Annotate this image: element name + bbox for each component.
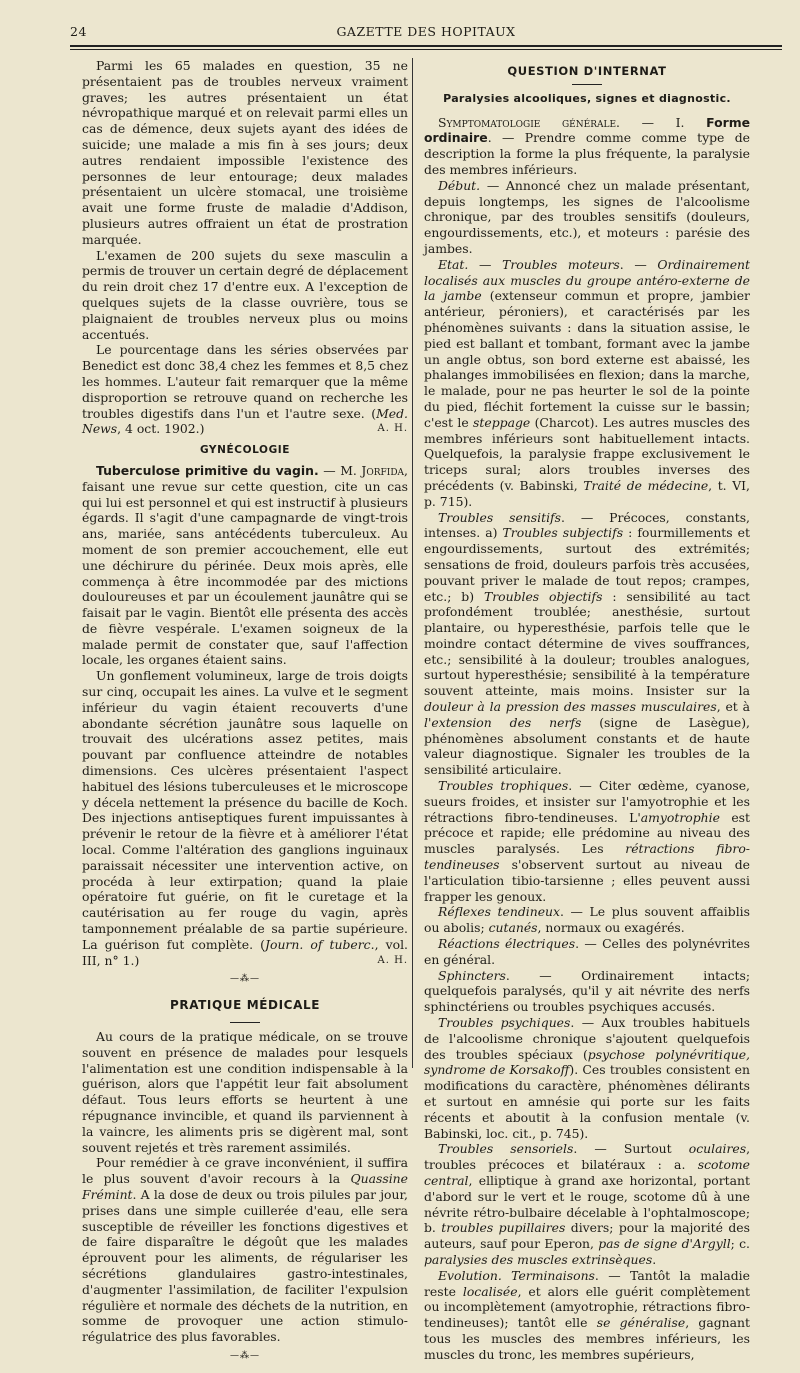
text-run: . — Le plus souvent affaiblis ou abolis; bbox=[424, 904, 750, 936]
subsection-title: Forme ordinaire bbox=[424, 114, 751, 146]
section-label: Troubles trophiques bbox=[438, 778, 569, 794]
section-label: Evolution. Terminaisons bbox=[438, 1267, 595, 1283]
paragraph bbox=[424, 1015, 750, 1141]
text-run: , normaux ou exagérés. bbox=[537, 920, 685, 936]
text-run: est précoce et rapide; elle prédomine au niveau des muscles paralysés. Les bbox=[424, 809, 750, 857]
section-label: Réactions électriques bbox=[438, 936, 576, 952]
section-label: Symptomatologie générale. bbox=[438, 114, 620, 130]
text-run: Pour remédier à ce grave inconvénient, il suffira le plus souvent d'avoir recours à la bbox=[82, 1155, 408, 1187]
paragraph bbox=[82, 1155, 408, 1345]
section-label: Début. bbox=[438, 177, 481, 193]
text-run: ). Ces troubles consistent en modifications du caractère, phénomènes délirants et surtout en amnésie qui porte sur les faits récents et aboutit à la confusion mentale (v. Babinski, loc. cit., p. 745). bbox=[424, 1062, 750, 1141]
paragraph: Parmi les 65 malades en question, 35 ne présentaient pas de troubles nerveux vraiment graves; les autres présentaient un état névropathique marqué et on relevait parmi elles un cas de démence, deux sujets ayant des idées de suicide; une malade a mis fin à ses jours; deux autres rendaient impossible l'existence des personnes de leur entourage; deux malades présentaient un ulcère stomacal, une troisième avait une forme fruste de maladie d'Addison, plusieurs autres offraient un état de prostration marquée. bbox=[82, 58, 408, 247]
italic-run: rétractions fibro-tendineuses bbox=[424, 841, 750, 873]
italic-run: l'extension des nerfs bbox=[424, 714, 582, 730]
citation: Med. News bbox=[82, 405, 408, 437]
text-run: . — Tantôt la maladie reste bbox=[424, 1267, 750, 1299]
author-initials: A. H. bbox=[377, 954, 408, 966]
paragraph bbox=[424, 936, 750, 968]
paragraph bbox=[424, 257, 750, 510]
text-run: , vol. III, n° 1.) bbox=[82, 936, 408, 968]
column-divider bbox=[412, 58, 413, 1068]
italic-run: psychose polynévritique, syndrome de Korsakoff bbox=[424, 1046, 750, 1078]
text-run: . — Surtout bbox=[573, 1141, 689, 1157]
italic-run: pas de signe d'Argyll bbox=[598, 1236, 731, 1252]
author-name: Jorfida bbox=[361, 462, 405, 478]
text-run: . — Celles des polynévrites en général. bbox=[424, 936, 750, 967]
section-title-gynecologie: GYNÉCOLOGIE bbox=[199, 444, 291, 457]
text-run: . — Prendre comme comme type de description la forme la plus fréquente, la paralysie des membres inférieurs. bbox=[424, 130, 750, 177]
header-rule-thick bbox=[70, 45, 782, 47]
text-run: . A la dose de deux ou trois pilules par jour, prises dans une simple cuillerée d'eau, elle sera susceptible de réveiller les fonctions digestives et de faire disparaître le dégoût que les malades éprouvent pour les aliments, de régulariser les sécrétions glandulaires gastro-intestinales, d'augmenter l'assimilation, de faciliter l'expulsion régulière et normale des déchets de la nutrition, en somme de provoquer une action stimulo-régulatrice des plus favorables. bbox=[82, 1186, 408, 1345]
italic-run: cutanés bbox=[488, 920, 538, 936]
title-rule bbox=[572, 84, 602, 85]
paragraph bbox=[424, 510, 750, 779]
article-title: Tuberculose primitive du vagin. bbox=[96, 462, 319, 478]
section-divider: —⁂— bbox=[230, 1350, 260, 1361]
text-run: : fourmillements et engourdissements, surtout des extrémités; sensations de froid, douleurs parfois très accusées, pouvant priver le malade de tout repos; crampes, etc.; b) bbox=[424, 525, 750, 604]
text-run: Le pourcentage dans les séries observées par Benedict est donc 38,4 chez les femmes et 8,5 chez les hommes. L'auteur fait remarquer que la même disproportion se retrouve quand on recherche les troubles digestifs dans l'un et l'autre sexe. ( bbox=[82, 342, 408, 421]
text-run: (Charcot). Les autres muscles des membres inférieurs sont habituellement intacts. Quelquefois, la paralysie frappe exclusivement le triceps sural; alors troubles inverses des précédents (v. Babinski, bbox=[424, 414, 750, 493]
italic-run: scotome central bbox=[424, 1157, 750, 1188]
paragraph: Au cours de la pratique médicale, on se trouve souvent en présence de malades pour lesquels l'alimentation est une condition indispensable à la guérison, alors que l'appétit leur fait absolument défaut. Tous leurs efforts se heurtent à une répugnance invincible, et quand ils parviennent à la vaincre, les aliments pris se digèrent mal, sont souvent rejetés et très rarement assimilés. bbox=[82, 1029, 408, 1155]
text-run: (extenseur commun et propre, jambier antérieur, péroniers), et caractérisés par les phénomènes suivants : dans la situation assise, le pied est ballant et tombant, formant avec la jambe un angle obtus, son bord externe est abaissé, les phalanges immobilisées en flexion; dans la marche, le malade, pour ne pas heurter le sol de la pointe du pied, fléchit fortement la cuisse sur le bassin; c'est le bbox=[424, 288, 750, 430]
left-column bbox=[82, 58, 408, 1373]
citation: Journ. of tuberc. bbox=[265, 936, 375, 952]
paragraph bbox=[82, 463, 408, 668]
text-run: . — bbox=[619, 256, 658, 272]
italic-run: se généralise bbox=[596, 1315, 686, 1331]
product-name: Quassine Frémint bbox=[82, 1171, 408, 1202]
italic-run: Troubles objectifs bbox=[483, 588, 603, 604]
author-initials: A. H. bbox=[377, 423, 408, 435]
section-label: Sphincters bbox=[438, 967, 506, 983]
italic-run: Troubles subjectifs bbox=[502, 525, 624, 541]
running-title: GAZETTE DES HOPITAUX bbox=[336, 24, 516, 39]
section-title-question-internat: QUESTION D'INTERNAT bbox=[507, 64, 667, 78]
text-run: — bbox=[468, 256, 503, 272]
section-label: Réflexes tendineux bbox=[438, 904, 561, 920]
text-run: , elliptique à grand axe horizontal, portant d'abord sur le vert et le rouge, scotome dû à une névrite rétro-bulbaire décelable à l'ophtalmoscope; b. bbox=[424, 1172, 750, 1236]
italic-run: steppage bbox=[473, 414, 531, 430]
text-run: divers; pour la majorité des auteurs, sauf pour Eperon, bbox=[424, 1220, 751, 1252]
title-rule bbox=[230, 1022, 260, 1023]
page-number: 24 bbox=[70, 24, 87, 39]
italic-run: localisée bbox=[462, 1283, 518, 1299]
text-run: . — Aux troubles habituels de l'alcoolisme chronique s'ajoutent quelquefois des troubles spéciaux ( bbox=[424, 1015, 750, 1062]
paragraph: L'examen de 200 sujets du sexe masculin a permis de trouver un certain degré de déplacement du rein droit chez 17 d'entre eux. A l'exception de quelques sujets de la classe ouvrière, tous se plaignaient de troubles nerveux plus ou moins accentués. bbox=[82, 247, 408, 342]
paragraph bbox=[424, 178, 750, 257]
section-label: Etat. bbox=[438, 256, 469, 272]
text-run: ; c. bbox=[730, 1236, 750, 1252]
text-run: Un gonflement volumineux, large de trois doigts sur cinq, occupait les aines. La vulve et le segment inférieur du vagin étaient recouverts d'une abondante sécrétion jaunâtre sous laquelle on trouvait des ulcérations assez petites, mais pouvant par confluence atteindre de notables dimensions. Ces ulcères présentaient l'aspect habituel des lésions tuberculeuses et le microscope y décela nettement la présence du bacille de Koch. Des injections antiseptiques furent impuissantes à prévenir le retour de la fièvre et à améliorer l'état local. Comme l'altération des ganglions inguinaux paraissait nécessiter une intervention active, on procéda à leur extirpation; quand la plaie opératoire fut guérie, on fit le curetage et la cautérisation au fer rouge du vagin, après tamponnement préalable de sa partie supérieure. La guérison fut complète. ( bbox=[82, 668, 408, 952]
paragraph bbox=[82, 668, 408, 968]
text-run: (signe de Lasègue), phénomènes absolument constants et de haute valeur diagnostique. Signaler les troubles de la sensibilité articulaire. bbox=[424, 714, 750, 778]
text-run: , et alors elle guérit complètement ou incomplètement (amyotrophie, rétractions fibro-tendineuses); tantôt elle bbox=[424, 1283, 750, 1331]
section-label: Troubles psychiques bbox=[438, 1015, 571, 1031]
text-run: . — Citer œdème, cyanose, sueurs froides, et insister sur l'amyotrophie et les rétractions fibro-tendineuses. L' bbox=[424, 778, 750, 825]
text-run: . — Précoces, constants, intenses. a) bbox=[424, 509, 750, 541]
text-run: — Annoncé chez un malade présentant, depuis longtemps, les signes de l'alcoolisme chronique, par des troubles sensitifs (douleurs, engourdissements, etc.), et moteurs : parésie des jambes. bbox=[424, 177, 750, 256]
italic-run: paralysies des muscles extrinsèques bbox=[424, 1251, 653, 1267]
paragraph bbox=[424, 115, 750, 178]
right-column bbox=[424, 58, 750, 1363]
text-run: , et à bbox=[716, 699, 750, 715]
text-run: . — Ordinairement intacts; quelquefois paralysés, qu'il y ait névrite des nerfs sphinctériens ou troubles psychiques accusés. bbox=[424, 967, 750, 1015]
text-run: — I. bbox=[619, 114, 707, 130]
paragraph bbox=[82, 342, 408, 437]
text-run: — M. bbox=[318, 462, 362, 478]
italic-run: douleur à la pression des masses musculaires bbox=[424, 699, 717, 715]
header-rule-thin bbox=[70, 49, 782, 50]
section-divider: —⁂— bbox=[230, 974, 260, 985]
page-header bbox=[70, 24, 782, 42]
text-run: , t. VI, p. 715). bbox=[424, 477, 750, 509]
italic-run: Ordinairement localisés aux muscles du groupe antéro-externe de la jambe bbox=[424, 256, 750, 304]
text-run: , gagnant tous les muscles des membres inférieurs, les muscles du tronc, les membres supérieurs, bbox=[424, 1315, 750, 1362]
text-run: , troubles précoces et bilatéraux : a. bbox=[424, 1141, 751, 1173]
paragraph bbox=[424, 904, 750, 936]
italic-run: troubles pupillaires bbox=[441, 1220, 566, 1236]
italic-run: Troubles moteurs bbox=[502, 256, 620, 272]
text-run: , 4 oct. 1902.) bbox=[117, 421, 205, 437]
text-run: : sensibilité au tact profondément troublée; anesthésie, surtout plantaire, ou hyperesthésie, parfois telle que le moindre contact détermine de vives souffrances, etc.; sensibilité à la douleur; troubles analogues, surtout hyperesthésie; sensibilité à la température souvent atteinte, mais moins. Insister sur la bbox=[424, 588, 750, 699]
section-label: Troubles sensoriels bbox=[438, 1141, 574, 1157]
section-label: Troubles sensitifs bbox=[438, 509, 562, 525]
paragraph bbox=[424, 1141, 750, 1267]
italic-run: amyotrophie bbox=[640, 809, 720, 825]
article-subtitle: Paralysies alcooliques, signes et diagnostic. bbox=[443, 91, 731, 105]
section-title-pratique-medicale: PRATIQUE MÉDICALE bbox=[169, 998, 321, 1013]
italic-run: oculaires bbox=[688, 1141, 747, 1157]
text-run: . bbox=[652, 1251, 657, 1267]
paragraph bbox=[424, 1268, 750, 1363]
italic-run: Traité de médecine bbox=[583, 477, 709, 493]
paragraph bbox=[424, 778, 750, 904]
text-run: , faisant une revue sur cette question, cite un cas qui lui est personnel et qui est instructif à plusieurs égards. Il s'agit d'une campagnarde de vingt-trois ans, mariée, sans antécédents tuberculeux. Au moment de son premier accouchement, elle eut une déchirure du périnée. Deux mois après, elle commença à être incommodée par des mictions douloureuses et par un écoulement jaunâtre qui se faisait par le vagin. Bientôt elle présenta des accès de fièvre vespérale. L'examen soigneux de la malade permit de constater que, sauf l'affection locale, les organes étaient sains. bbox=[82, 462, 408, 668]
text-run: s'observent surtout au niveau de l'articulation tibio-tarsienne ; elles peuvent aussi frapper les genoux. bbox=[424, 857, 750, 904]
paragraph bbox=[424, 968, 750, 1015]
